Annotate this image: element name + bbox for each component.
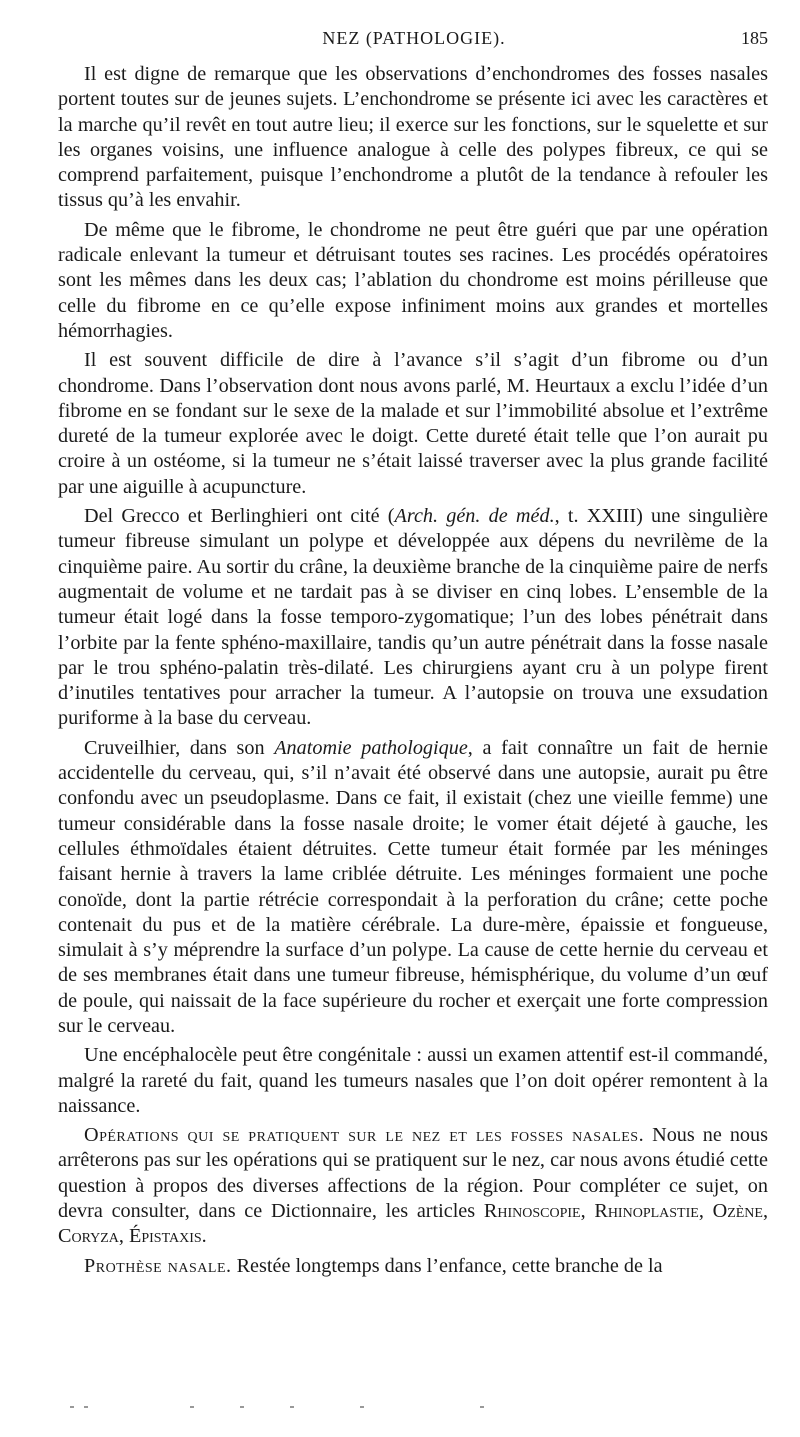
scan-mark <box>360 1406 364 1408</box>
p5-after: , a fait connaître un fait de hernie accidentelle du cerveau, qui, s’il n’avait été observé dans une autopsie, aurait pu être confondu avec un pseudoplasme. Dans ce fait, il existait (chez une vieille femme) une tumeur considérable dans la fosse nasale droite; le vomer était déjeté à gauche, les cellules éthmoïdales étaient détruites. Cette tumeur était formée par les méninges faisant hernie à travers la lame criblée détruite. Les méninges formaient une poche conoïde, dont la partie rétrécie correspondait à la perforation du crâne; cette poche contenait du pus et de la matière cérébrale. La dure-mère, épaissie et fongueuse, simulait à s’y méprendre la surface d’un polype. La cause de cette hernie du cerveau et de ses membranes était dans une tumeur fibreuse, hémisphérique, du volume d’un œuf de poule, qui naissait de la face supérieure du rocher et exerçait une forte compression sur le cerveau. <box>58 736 769 1037</box>
scan-mark <box>190 1406 194 1408</box>
running-title: NEZ (PATHOLOGIE). <box>322 28 506 48</box>
scan-mark <box>290 1406 294 1408</box>
article-references: Rhinoscopie, Rhinoplastie, Ozène, Coryza, Épistaxis. <box>58 1200 769 1248</box>
p7-text: Nous ne nous arrêterons pas sur les opérations qui se pratiquent sur le nez, car nous avons étudié cette question à propos des diverses affections de la région. Pour compléter ce sujet, on devra consulter, dans ce Dictionnaire, les articles <box>58 1124 768 1223</box>
p4-citation: Arch. gén. de méd. <box>394 505 555 528</box>
paragraph-6: Une encéphalocèle peut être congénitale : aussi un examen attentif est-il commandé, malgré la rareté du fait, quand les tumeurs nasales que l’on doit opérer remontent à la naissance. <box>58 1044 768 1117</box>
paragraph-2: De même que le fibrome, le chondrome ne peut être guéri que par une opération radicale enlevant la tumeur et détruisant toutes ses racines. Les procédés opératoires sont les mêmes dans les deux cas; l’ablation du chondrome est moins périlleuse que celle du fibrome en ce qu’elle expose infiniment moins aux grandes et mortelles hémorrhagies. <box>58 218 768 342</box>
running-header <box>60 28 768 58</box>
section-heading-prothese: Prothèse nasale. <box>84 1254 232 1277</box>
scan-mark <box>480 1406 484 1408</box>
p5-title: Anatomie pathologique <box>274 736 468 759</box>
paragraph-7 <box>58 1123 768 1249</box>
scan-mark <box>240 1406 244 1408</box>
paragraph-3: Il est souvent difficile de dire à l’avance s’il s’agit d’un fibrome ou d’un chondrome. Dans l’observation dont nous avons parlé, M. Heurtaux a exclu l’idée d’un fibrome en se fondant sur le sexe de la malade et sur l’immobilité absolue et l’extrême dureté de la tumeur explorée avec le doigt. Cette dureté était telle que l’on aurait pu croire à un ostéome, si la tumeur ne s’était laissé traverser avec la plus grande facilité par une aiguille à acupuncture. <box>58 349 768 498</box>
scan-marks <box>60 1400 760 1414</box>
p4-before: Del Grecco et Berlinghieri ont cité ( <box>84 505 395 528</box>
p8-text: Restée longtemps dans l’enfance, cette branche de la <box>231 1254 663 1277</box>
paragraph-5 <box>58 736 768 1040</box>
paragraph-4 <box>58 504 768 732</box>
p4-after: , t. XXIII) une singulière tumeur fibreuse simulant un polype et développée aux dépens du nevrilème de la cinquième paire. Au sortir du crâne, la deuxième branche de la cinquième paire de nerfs augmentait de volume et ne tardait pas à se diviser en cinq lobes. L’ensemble de la tumeur était logé dans la fosse temporo-zygomatique; l’un des lobes pénétrait dans l’orbite par la fente sphéno-maxillaire, tandis qu’un autre pénétrait dans la fosse nasale par le trou sphéno-palatin très-dilaté. Les chirurgiens ayant cru à un polype firent d’inutiles tentatives pour arracher la tumeur. A l’autopsie on trouva une exsudation puriforme à la base du cerveau. <box>58 505 768 730</box>
paragraph-8 <box>58 1254 768 1279</box>
scan-mark <box>70 1406 74 1408</box>
paragraph-1: Il est digne de remarque que les observations d’enchondromes des fosses nasales portent toutes sur de jeunes sujets. L’enchondrome se présente ici avec les caractères et la marche qu’il revêt en tout autre lieu; il exerce sur les fonctions, sur le squelette et sur les organes voisins, une influence analogue à celle des polypes fibreux, ce qui se comprend parfaitement, puisque l’enchondrome a plutôt de la tendance à refouler les tissus qu’à les envahir. <box>58 63 768 212</box>
body-text <box>58 62 768 1283</box>
page-number: 185 <box>741 28 768 48</box>
section-heading-operations: Opérations qui se pratiquent sur le nez et les fosses nasales. <box>84 1124 645 1147</box>
p5-before: Cruveilhier, dans son <box>84 736 275 759</box>
scan-mark <box>84 1406 88 1408</box>
